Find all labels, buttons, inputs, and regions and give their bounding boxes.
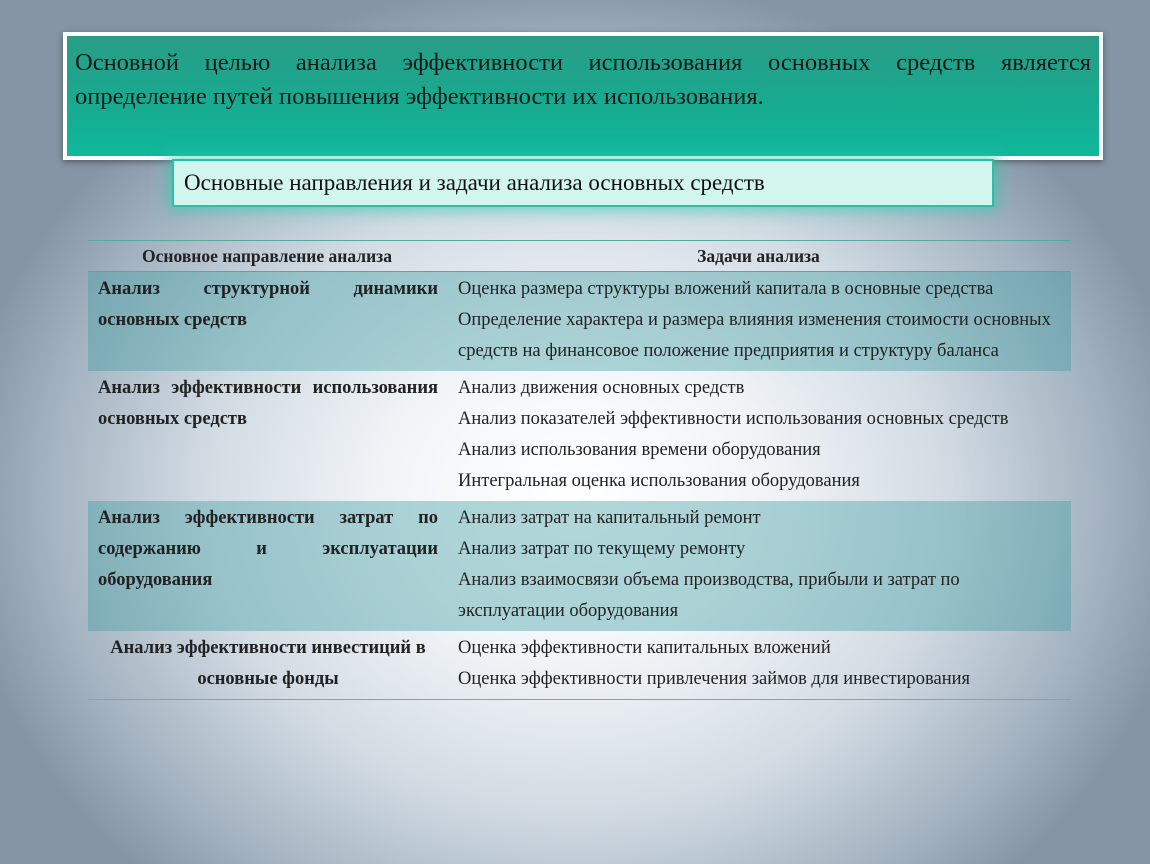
direction-cell: Анализ эффективности затрат по содержанию и эксплуатации оборудования bbox=[88, 501, 446, 631]
header-tasks: Задачи анализа bbox=[697, 245, 820, 266]
task-item: Анализ затрат по текущему ремонту bbox=[458, 539, 746, 559]
task-item: Анализ использования времени оборудования bbox=[458, 440, 821, 460]
direction-cell: Анализ эффективности инвестиций в основные фонды bbox=[110, 638, 426, 689]
tasks-cell bbox=[446, 371, 1071, 501]
task-item: Оценка размера структуры вложений капитала в основные средства bbox=[458, 279, 994, 299]
table-row bbox=[88, 272, 1071, 372]
goal-text: Основной целью анализа эффективности использования основных средств является определение путей повышения эффективности их использования. bbox=[75, 49, 1091, 110]
header-direction: Основное направление анализа bbox=[142, 245, 392, 266]
table-row bbox=[88, 501, 1071, 631]
task-item: Оценка эффективности капитальных вложений bbox=[458, 638, 831, 658]
tasks-cell bbox=[446, 501, 1071, 631]
table-row bbox=[88, 631, 1071, 700]
tasks-cell bbox=[446, 631, 1071, 700]
goal-banner bbox=[63, 32, 1103, 160]
tasks-cell bbox=[446, 272, 1071, 372]
subtitle-banner bbox=[172, 159, 994, 207]
table-header-row bbox=[88, 241, 1071, 272]
direction-cell: Анализ структурной динамики основных средств bbox=[88, 272, 446, 372]
analysis-table bbox=[88, 240, 1071, 700]
task-item: Анализ показателей эффективности использования основных средств bbox=[458, 409, 1009, 429]
task-item: Определение характера и размера влияния изменения стоимости основных средств на финансовое положение предприятия и структуру баланса bbox=[458, 310, 1051, 361]
table-row bbox=[88, 371, 1071, 501]
task-item: Интегральная оценка использования оборудования bbox=[458, 471, 860, 491]
subtitle-text: Основные направления и задачи анализа основных средств bbox=[184, 170, 765, 195]
task-item: Анализ взаимосвязи объема производства, прибыли и затрат по эксплуатации оборудования bbox=[458, 570, 960, 621]
direction-cell: Анализ эффективности использования основных средств bbox=[98, 378, 438, 429]
task-item: Анализ затрат на капитальный ремонт bbox=[458, 508, 761, 528]
task-item: Анализ движения основных средств bbox=[458, 378, 745, 398]
task-item: Оценка эффективности привлечения займов для инвестирования bbox=[458, 669, 971, 689]
